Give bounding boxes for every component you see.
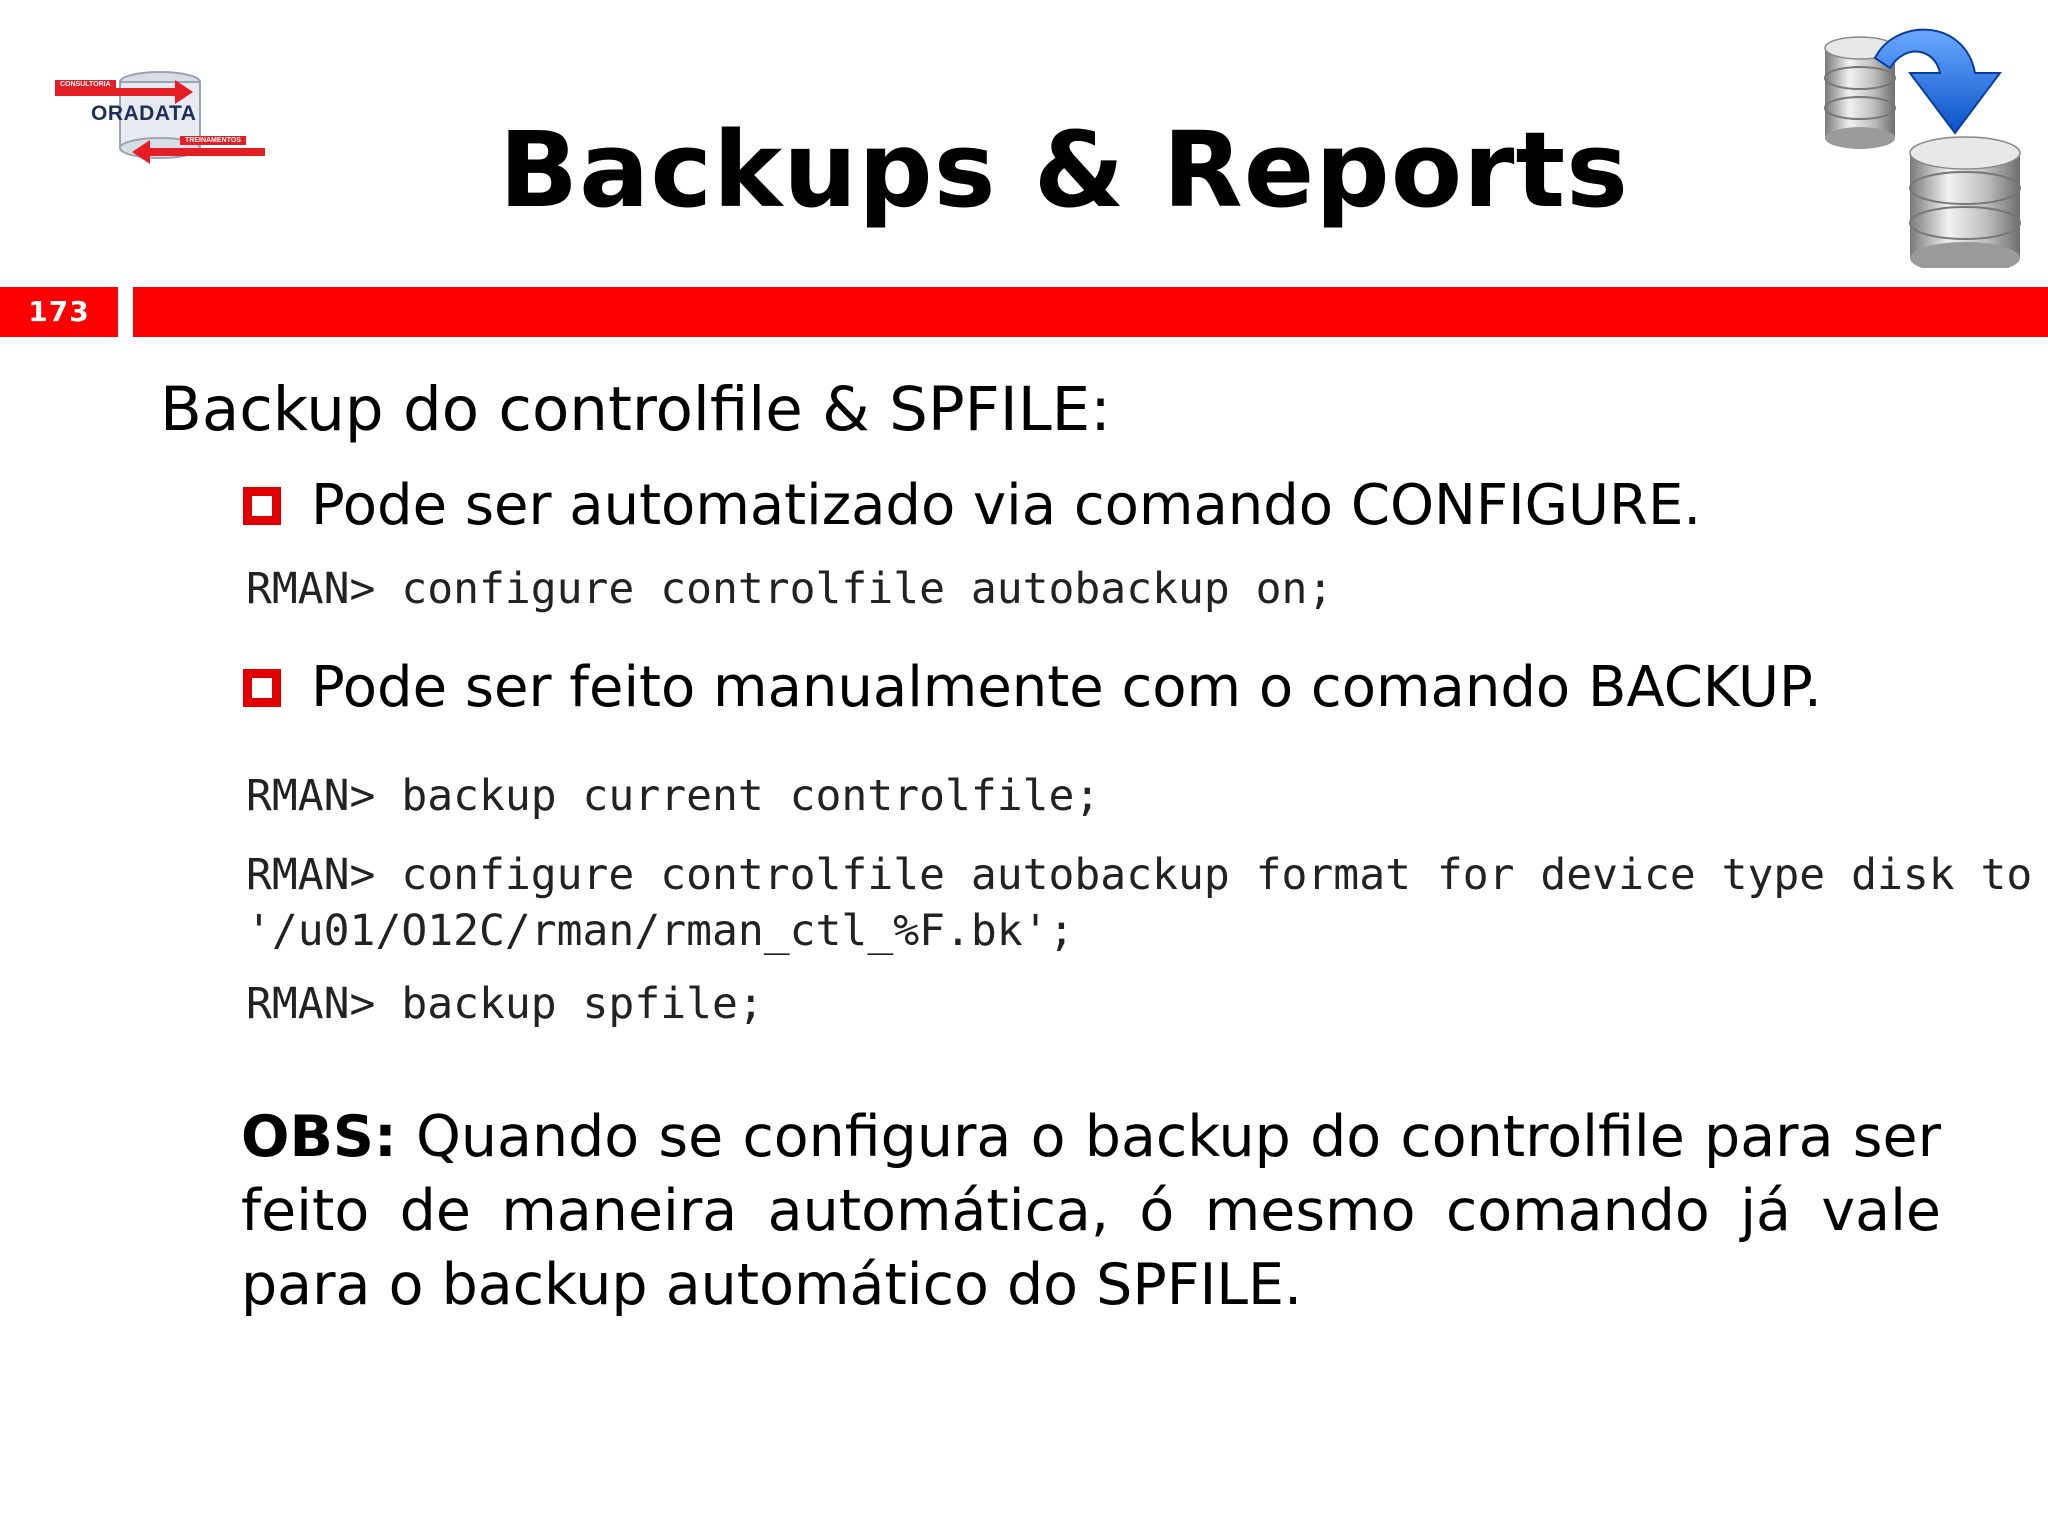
- obs-text: Quando se configura o backup do controlfile para ser feito de maneira automática, ó mesmo comando já vale para o backup automático do SPFILE.: [241, 1104, 1941, 1318]
- observation-paragraph: [241, 1100, 1941, 1322]
- header-divider-bar: [133, 287, 2048, 337]
- logo-name: ORADATA: [91, 102, 197, 125]
- code-line: RMAN> backup current controlfile;: [246, 771, 1101, 821]
- code-line: RMAN> configure controlfile autobackup on;: [246, 564, 1334, 614]
- code-line: '/u01/O12C/rman/rman_ctl_%F.bk';: [246, 906, 1075, 956]
- bullet-item-backup: [243, 652, 1822, 724]
- code-line: RMAN> configure controlfile autobackup format for device type disk to: [246, 850, 2033, 900]
- square-bullet-icon: [243, 669, 281, 707]
- slide-title: Backups & Reports: [498, 109, 1630, 231]
- bullet-item-configure: [243, 470, 1701, 542]
- square-bullet-icon: [243, 487, 281, 525]
- bullet-text: Pode ser automatizado via comando CONFIGURE.: [311, 473, 1702, 538]
- logo-tag-consultoria: CONSULTORIA: [55, 80, 116, 89]
- bullet-text: Pode ser feito manualmente com o comando BACKUP.: [311, 655, 1822, 720]
- code-line: RMAN> backup spfile;: [246, 979, 764, 1029]
- database-backup-icon: [1815, 18, 2035, 268]
- section-heading: Backup do controlfile & SPFILE:: [160, 374, 1111, 445]
- obs-label: OBS:: [241, 1104, 397, 1170]
- logo-tag-treinamentos: TREINAMENTOS: [180, 136, 246, 145]
- slide-number: 173: [0, 287, 118, 337]
